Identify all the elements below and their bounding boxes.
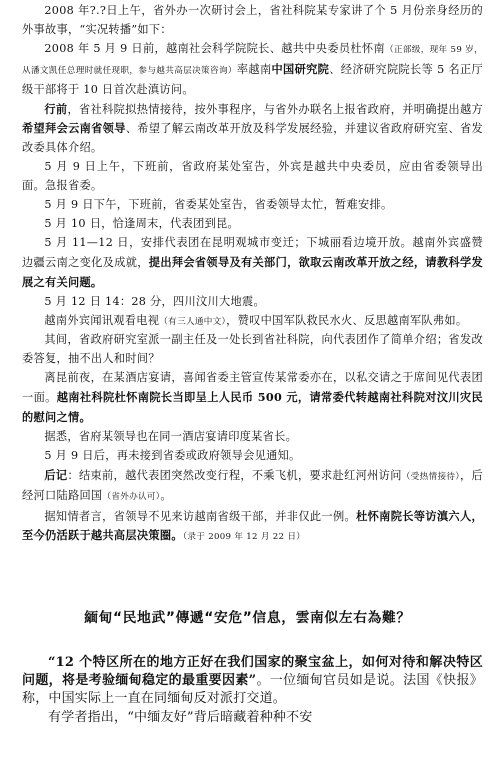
second-article-body [22, 654, 483, 727]
paragraph-11: 离昆前夜，在某酒店宴请，喜闻省委主管宣传某常委亦在，以私交请之于席间见代表团一面。越南社科院杜怀南院长当即呈上人民币 500 元，请常委代转越南社科院对汶川灾民的慰问之情。 [22, 371, 483, 425]
paragraph-9: 越南外宾闻讯观看电视（有三人通中文），赞叹中国军队救民水火、反思越南军队弗如。 [44, 313, 468, 327]
note-text: （正部级，现年 59 岁，从潘文凯任总理时就任现职，参与越共高层决策咨询） [22, 44, 483, 76]
paragraph-2: 2008 年 5 月 9 日前，越南社会科学院院长、越共中央委员杜怀南（正部级，现年 59 岁，从潘文凯任总理时就任现职，参与越共高层决策咨询）率越南中国研究院、经济研究院院长等 5 名正厅级干部将于 10 日首次赴滇访问。 [22, 41, 483, 96]
paragraph-7: 5 月 11—12 日，安排代表团在昆明观城市变迁；下城丽看边境开放。越南外宾盛赞边疆云南之变化及成就，提出拜会省领导及有关部门，欲取云南改革开放之经，请教科学发展之有关问题。 [22, 235, 484, 289]
paragraph-15: 据知情者言，省领导不见来访越南省级干部，并非仅此一例。杜怀南院长等访滇六人，至今仍活跃于越共高层决策圈。（录于 2009 年 12 月 22 日） [22, 508, 483, 543]
paragraph-6: 5 月 10 日，恰逢周末，代表团到昆。 [44, 216, 240, 230]
article-body [22, 2, 483, 547]
paragraph-13: 5 月 9 日后，再未接到省委或政府领导会见通知。 [44, 448, 301, 462]
paragraph-5: 5 月 9 日下午，下班前，省委某处室告，省委领导太忙，暂难安排。 [44, 198, 393, 212]
paragraph-scholars: 有学者指出，“中缅友好”背后暗藏着种种不安 [48, 709, 313, 725]
bold-text: 中国研究院 [271, 61, 330, 76]
paragraph-4: 5 月 9 日上午，下班前，省政府某处室告，外宾是越共中央委员，应由省委领导出面。急报省委。 [22, 160, 483, 193]
section-headline: 緬甸“民地武”傳遞“安危”信息，雲南似左右為難？ [84, 610, 411, 626]
paragraph-10: 其间，省政府研究室派一副主任及一处长到省社科院，向代表团作了简单介绍；省发改委答复，抽不出人和时间？ [22, 333, 483, 366]
paragraph-14: 后记：结束前，越代表团突然改变行程，不乘飞机，要求赴红河州访问（受热情接待），后经河口陆路回国（省外办认可）。 [22, 467, 483, 502]
paragraph-3: 行前，省社科院拟热情接待，按外事程序，与省外办联名上报省政府，并明确提出越方希望拜会云南省领导、希望了解云南改革开放及科学发展经验，并建议省政府研究室、省发改委具体介绍。 [22, 101, 483, 155]
paragraph-12: 据悉，省府某领导也在同一酒店宴请印度某省长。 [44, 429, 298, 443]
paragraph-8: 5 月 12 日 14：28 分，四川汶川大地震。 [44, 294, 265, 308]
paragraph-1: 2008 年?.?日上午，省外办一次研讨会上，省社科院某专家讲了个 5 月份亲身经历的外事故事，“实况转播”如下： [22, 4, 483, 36]
paragraph-quote: “12 个特区所在的地方正好在我们国家的聚宝盆上，如何对待和解决特区问题，将是考验缅甸稳定的最重要因素”。一位缅甸官员如是说。法国《快报》称，中国实际上一直在同缅甸反对派打交道。 [22, 655, 484, 707]
